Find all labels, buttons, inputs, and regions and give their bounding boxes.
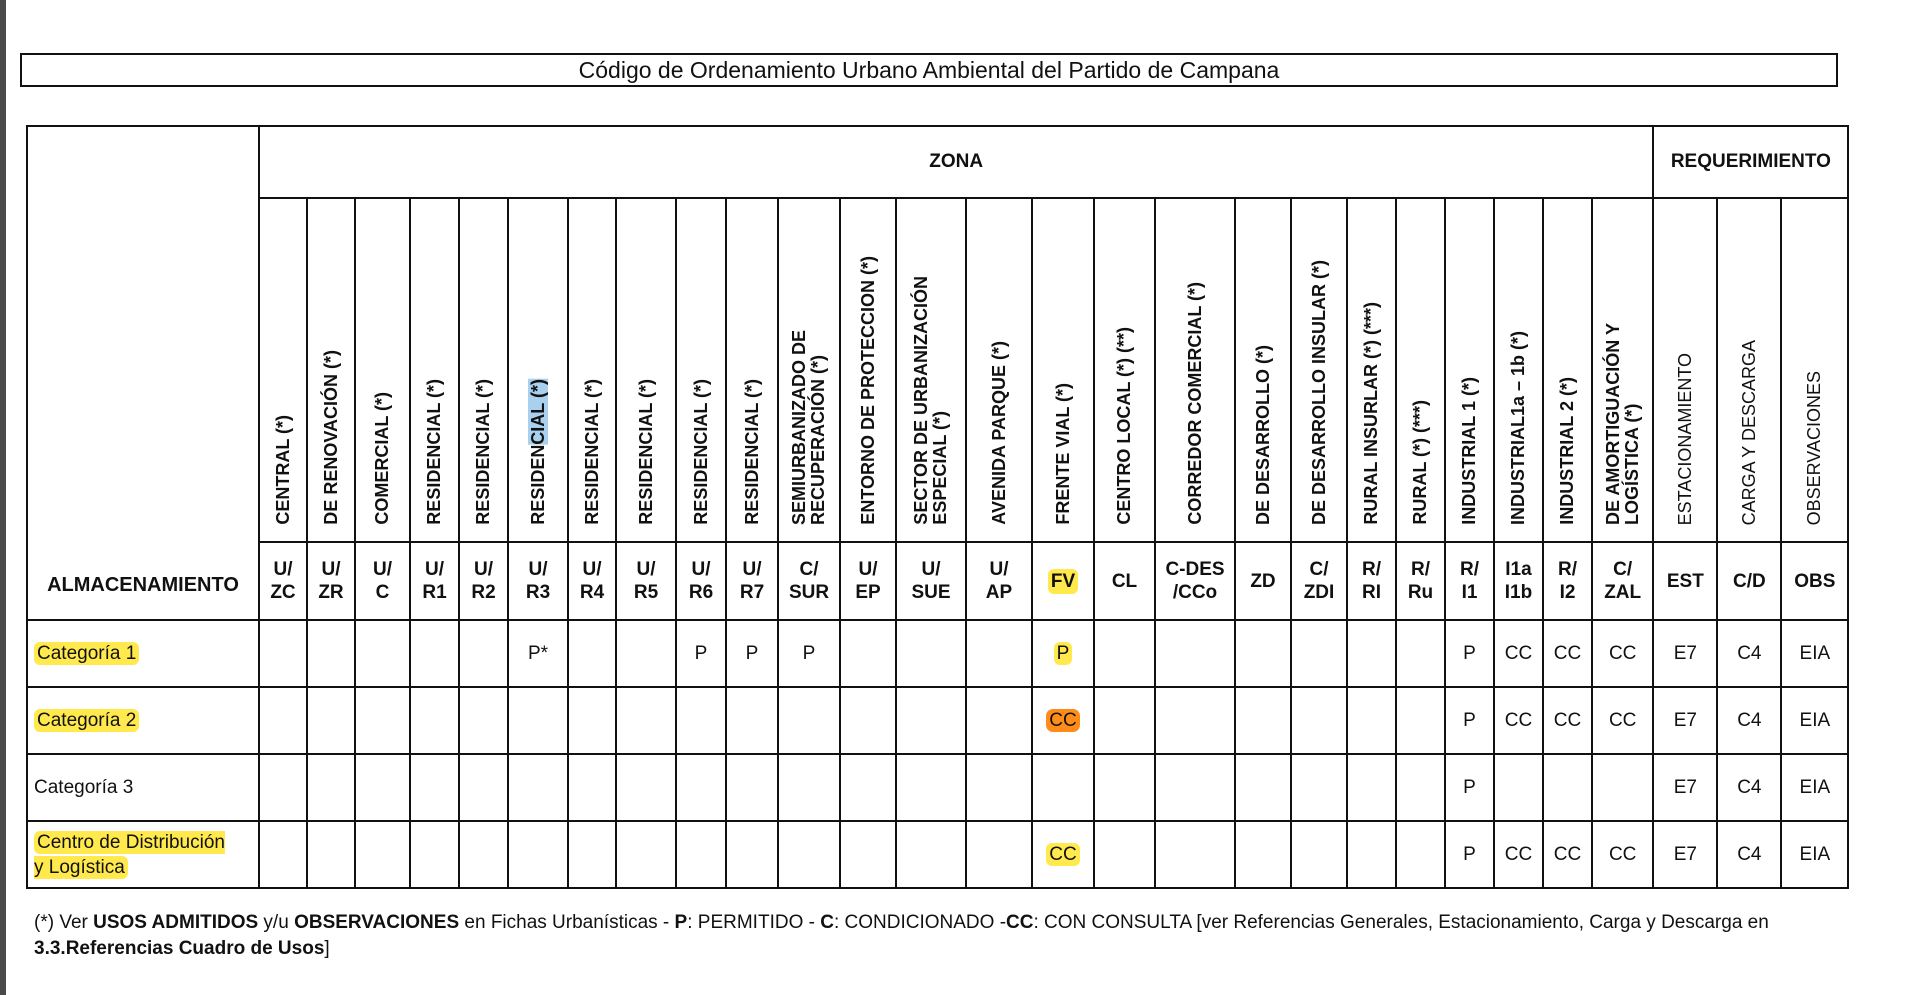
footnote-bold: P	[674, 912, 688, 933]
table-cell	[1235, 754, 1291, 821]
requirement-cell	[1653, 687, 1717, 754]
zona-header: ZONA	[259, 126, 1653, 198]
cell-value: P*	[527, 642, 549, 664]
table-cell	[1396, 754, 1445, 821]
requirement-value: C4	[1737, 776, 1762, 798]
zone-code-cell	[726, 542, 778, 620]
table-cell	[410, 754, 459, 821]
table-cell	[1291, 754, 1347, 821]
footnote-text: : PERMITIDO -	[687, 912, 821, 933]
cell-value: P	[1463, 843, 1476, 865]
zone-name-label: ENTORNO DE PROTECCION (*)	[857, 256, 878, 525]
table-cell	[966, 687, 1032, 754]
cell-value: CC	[1608, 642, 1637, 664]
cell-value: CC	[1504, 709, 1533, 731]
requirement-value: EIA	[1799, 642, 1831, 664]
zone-code-label: U/ ZC	[270, 559, 296, 603]
footnote-text: : CON CONSULTA [ver Referencias Generales, Estacionamiento, Carga y Descarga en	[1033, 912, 1769, 933]
zone-code-label: C-DES /CCo	[1165, 559, 1225, 603]
table-cell	[307, 620, 355, 687]
zone-name-label: RESIDENCIAL (*)	[635, 379, 656, 525]
table-cell	[1094, 687, 1155, 754]
requirement-cell	[1717, 620, 1781, 687]
requirement-cell	[1653, 821, 1717, 888]
zone-code-cell	[568, 542, 616, 620]
table-cell	[616, 620, 676, 687]
zone-name-label: RESIDENCIAL (*)	[690, 379, 711, 525]
requirement-value: C4	[1737, 843, 1762, 865]
zone-name-cell	[355, 198, 410, 542]
zone-code-label: C/D	[1732, 570, 1766, 592]
table-cell	[896, 687, 966, 754]
zone-codes-row	[27, 542, 1848, 620]
table-cell	[459, 620, 508, 687]
zone-name-label: CENTRAL (*)	[272, 415, 293, 525]
zone-name-cell	[676, 198, 726, 542]
footnote-bold: 3.3.Referencias Cuadro de Usos	[34, 938, 325, 959]
almacenamiento-header: ALMACENAMIENTO	[47, 574, 239, 596]
table-cell	[896, 821, 966, 888]
table-row	[27, 620, 1848, 687]
requirement-value: EIA	[1799, 843, 1831, 865]
table-cell	[676, 754, 726, 821]
table-cell	[1543, 821, 1592, 888]
table-cell	[616, 687, 676, 754]
table-cell	[1235, 687, 1291, 754]
zone-code-label: OBS	[1794, 570, 1836, 592]
requerimiento-header: REQUERIMIENTO	[1653, 126, 1848, 198]
table-cell	[1347, 754, 1396, 821]
zone-code-label: U/ ZR	[318, 559, 344, 603]
table-cell	[1494, 821, 1543, 888]
cell-value: CC	[1608, 709, 1637, 731]
zone-code-label: U/ R6	[688, 559, 714, 603]
table-cell	[616, 821, 676, 888]
table-cell	[1291, 620, 1347, 687]
table-cell	[459, 821, 508, 888]
table-cell	[1347, 821, 1396, 888]
zone-code-label: R/ I1	[1460, 559, 1479, 603]
zone-name-label: DE RENOVACIÓN (*)	[320, 350, 341, 525]
table-cell	[840, 821, 896, 888]
zone-code-label: C/ ZDI	[1303, 559, 1335, 603]
zone-name-label: RESIDENCIAL (*)	[473, 379, 493, 525]
zone-name-label: RESIDENCIAL (*)	[741, 379, 762, 525]
requirement-value: E7	[1673, 642, 1697, 664]
table-cell	[1094, 821, 1155, 888]
table-cell	[840, 754, 896, 821]
table-cell	[1155, 754, 1235, 821]
zone-name-cell	[896, 198, 966, 542]
table-cell	[1094, 620, 1155, 687]
requirement-value: E7	[1673, 843, 1697, 865]
zone-code-cell	[1347, 542, 1396, 620]
zone-name-label: CENTRO LOCAL (*) (**)	[1114, 327, 1134, 525]
cell-value: CC	[1504, 843, 1533, 865]
table-cell	[778, 754, 840, 821]
requirement-cell	[1717, 754, 1781, 821]
requirement-value: EIA	[1799, 776, 1831, 798]
zone-name-label: OBSERVACIONES	[1804, 370, 1825, 525]
table-cell	[1543, 620, 1592, 687]
footnote-text: en Fichas Urbanísticas -	[459, 912, 675, 933]
table-cell	[1543, 687, 1592, 754]
zone-code-cell	[1592, 542, 1653, 620]
zone-code-label: C/ ZAL	[1604, 559, 1642, 603]
table-cell	[568, 754, 616, 821]
zone-name-label: RESIDENCIAL (*)	[527, 379, 548, 525]
zone-code-cell	[1543, 542, 1592, 620]
table-cell	[1291, 821, 1347, 888]
table-cell	[1445, 687, 1494, 754]
zone-name-cell	[1032, 198, 1094, 542]
requirement-value: EIA	[1799, 709, 1831, 731]
cell-value: P	[1054, 642, 1073, 665]
table-cell	[355, 620, 410, 687]
zone-name-cell	[307, 198, 355, 542]
zone-code-label: U/ R5	[633, 559, 659, 603]
cell-value: P	[802, 642, 816, 664]
table-cell	[459, 687, 508, 754]
cell-value: P	[745, 642, 759, 664]
table-cell	[778, 620, 840, 687]
table-cell	[1494, 687, 1543, 754]
zone-code-label: ZD	[1250, 570, 1276, 592]
zone-name-label: AVENIDA PARQUE (*)	[988, 341, 1009, 525]
zone-name-label: INDUSTRIAL 1 (*)	[1459, 377, 1479, 525]
zone-code-cell	[1094, 542, 1155, 620]
cell-value: CC	[1046, 843, 1079, 866]
cell-value: CC	[1608, 843, 1637, 865]
zone-code-cell	[1445, 542, 1494, 620]
table-cell	[355, 687, 410, 754]
requirement-cell	[1717, 821, 1781, 888]
zone-name-cell	[1781, 198, 1848, 542]
table-cell	[1396, 687, 1445, 754]
table-cell	[1445, 754, 1494, 821]
cell-value: CC	[1553, 843, 1582, 865]
zone-name-cell	[1347, 198, 1396, 542]
table-cell	[896, 620, 966, 687]
table-cell	[1543, 754, 1592, 821]
table-cell	[1032, 687, 1094, 754]
zone-code-cell	[966, 542, 1032, 620]
zone-name-label: COMERCIAL (*)	[372, 392, 392, 525]
table-cell	[1494, 754, 1543, 821]
table-cell	[1032, 620, 1094, 687]
zone-name-label: CARGA Y DESCARGA	[1738, 339, 1759, 525]
zone-name-label: SEMIURBANIZADO DE RECUPERACIÓN (*)	[789, 329, 828, 525]
zone-name-label: ESTACIONAMIENTO	[1674, 352, 1695, 525]
table-cell	[1032, 821, 1094, 888]
category-cell	[27, 821, 259, 888]
zone-code-label: R/ I2	[1558, 559, 1577, 603]
requirement-cell	[1653, 754, 1717, 821]
cell-value: CC	[1504, 642, 1533, 664]
zone-name-cell	[1494, 198, 1543, 542]
requirement-cell	[1653, 620, 1717, 687]
zone-name-cell	[1717, 198, 1781, 542]
table-cell	[508, 821, 568, 888]
zone-code-label: CL	[1111, 570, 1138, 592]
table-cell	[1094, 754, 1155, 821]
category-label: Categoría 3	[34, 777, 134, 798]
table-cell	[726, 687, 778, 754]
zone-name-cell	[1543, 198, 1592, 542]
cell-value: CC	[1553, 642, 1582, 664]
zone-name-cell	[568, 198, 616, 542]
zone-code-label: U/ SUE	[911, 559, 951, 603]
zone-name-cell	[1396, 198, 1445, 542]
zone-code-label: U/ R2	[471, 559, 496, 603]
zone-code-cell	[1032, 542, 1094, 620]
zone-code-cell	[1396, 542, 1445, 620]
category-label: Centro de Distribución y Logística	[34, 831, 225, 878]
zone-code-cell	[355, 542, 410, 620]
zone-code-cell	[1291, 542, 1347, 620]
table-cell	[726, 754, 778, 821]
zone-name-label: DE DESARROLLO (*)	[1252, 345, 1273, 525]
zone-name-cell	[840, 198, 896, 542]
table-cell	[1235, 620, 1291, 687]
zone-code-cell	[410, 542, 459, 620]
table-row	[27, 687, 1848, 754]
zone-name-cell	[1291, 198, 1347, 542]
table-row	[27, 754, 1848, 821]
table-cell	[966, 620, 1032, 687]
table-cell	[1445, 821, 1494, 888]
footnote-bold: CC	[1006, 912, 1034, 933]
zone-code-label: EST	[1666, 570, 1704, 592]
table-cell	[778, 687, 840, 754]
requirement-cell	[1781, 620, 1848, 687]
cell-value: CC	[1553, 709, 1582, 731]
table-cell	[778, 821, 840, 888]
footnote	[34, 910, 1854, 962]
cell-value: P	[1463, 776, 1476, 798]
footnote-bold: OBSERVACIONES	[294, 912, 460, 933]
cell-value: P	[1463, 642, 1476, 664]
table-cell	[676, 687, 726, 754]
zone-code-cell	[259, 542, 307, 620]
row-header-cell	[27, 126, 259, 620]
cell-value: P	[694, 642, 708, 664]
table-cell	[1291, 687, 1347, 754]
requirement-cell	[1781, 754, 1848, 821]
table-cell	[259, 620, 307, 687]
zone-name-cell	[1592, 198, 1653, 542]
table-cell	[410, 620, 459, 687]
table-cell	[966, 754, 1032, 821]
zone-code-label: U/ C	[373, 559, 392, 603]
zone-name-cell	[1235, 198, 1291, 542]
zone-name-label: RURAL INSURLAR (*) (***)	[1361, 302, 1381, 525]
zone-code-label: C/ SUR	[788, 559, 830, 603]
table-cell	[259, 754, 307, 821]
category-cell	[27, 620, 259, 687]
zone-code-label: U/ R7	[739, 559, 765, 603]
table-cell	[1155, 821, 1235, 888]
zone-name-label: FRENTE VIAL (*)	[1052, 383, 1073, 525]
table-cell	[568, 620, 616, 687]
land-use-table	[26, 125, 1849, 889]
table-cell	[896, 754, 966, 821]
table-cell	[459, 754, 508, 821]
table-cell	[840, 687, 896, 754]
footnote-text: y/u	[258, 912, 295, 933]
table-cell	[1592, 821, 1653, 888]
zone-name-cell	[778, 198, 840, 542]
table-cell	[676, 821, 726, 888]
zone-name-label: DE DESARROLLO INSULAR (*)	[1308, 260, 1329, 525]
zone-name-cell	[726, 198, 778, 542]
zone-name-cell	[616, 198, 676, 542]
zone-code-cell	[459, 542, 508, 620]
zone-name-cell	[508, 198, 568, 542]
zone-name-label: RESIDENCIAL (*)	[581, 379, 602, 525]
table-cell	[676, 620, 726, 687]
zone-code-cell	[508, 542, 568, 620]
zone-code-label: U/ EP	[855, 559, 881, 603]
table-cell	[840, 620, 896, 687]
table-cell	[508, 754, 568, 821]
requirement-value: C4	[1737, 709, 1762, 731]
table-cell	[568, 821, 616, 888]
footnote-bold: C	[820, 912, 834, 933]
document-header	[20, 53, 1838, 87]
zone-code-cell	[1717, 542, 1781, 620]
zone-code-cell	[1781, 542, 1848, 620]
table-cell	[1592, 754, 1653, 821]
zone-code-cell	[1494, 542, 1543, 620]
table-cell	[508, 687, 568, 754]
table-cell	[355, 821, 410, 888]
zona-header-row	[27, 126, 1848, 198]
zone-code-label: U/ R1	[422, 559, 447, 603]
zone-code-cell	[307, 542, 355, 620]
zone-code-cell	[896, 542, 966, 620]
table-cell	[410, 687, 459, 754]
table-cell	[1592, 620, 1653, 687]
zone-name-cell	[1445, 198, 1494, 542]
zone-code-label: FV	[1048, 569, 1078, 594]
zone-name-cell	[966, 198, 1032, 542]
cell-value: P	[1463, 709, 1476, 731]
table-cell	[1235, 821, 1291, 888]
footnote-bold: USOS ADMITIDOS	[93, 912, 259, 933]
table-cell	[307, 821, 355, 888]
document-title: Código de Ordenamiento Urbano Ambiental del Partido de Campana	[578, 56, 1280, 83]
zone-code-cell	[1235, 542, 1291, 620]
cell-value: CC	[1046, 709, 1079, 732]
table-cell	[1396, 821, 1445, 888]
category-cell	[27, 754, 259, 821]
zone-name-cell	[1094, 198, 1155, 542]
table-cell	[508, 620, 568, 687]
table-row	[27, 821, 1848, 888]
table-cell	[1445, 620, 1494, 687]
table-cell	[726, 821, 778, 888]
zone-code-cell	[616, 542, 676, 620]
zone-names-row	[27, 198, 1848, 542]
table-cell	[410, 821, 459, 888]
zone-code-label: U/ R3	[525, 559, 551, 603]
requirement-cell	[1781, 687, 1848, 754]
table-cell	[1155, 687, 1235, 754]
table-cell	[307, 754, 355, 821]
zone-name-label: SECTOR DE URBANIZACIÓN ESPECIAL (*)	[911, 276, 950, 525]
zone-name-label: CORREDOR COMERCIAL (*)	[1184, 282, 1205, 525]
footnote-text: ]	[324, 938, 330, 959]
category-label: Categoría 1	[34, 642, 139, 665]
footnote-text: (*) Ver	[34, 912, 94, 933]
table-cell	[307, 687, 355, 754]
zone-code-label: I1a I1b	[1504, 559, 1533, 603]
table-cell	[1494, 620, 1543, 687]
footnote-text: : CONDICIONADO -	[833, 912, 1007, 933]
zone-name-label: DE AMORTIGUACIÓN Y LOGÍSTICA (*)	[1602, 322, 1642, 525]
zone-code-cell	[1653, 542, 1717, 620]
table-cell	[259, 821, 307, 888]
zone-name-cell	[1653, 198, 1717, 542]
table-cell	[1347, 687, 1396, 754]
category-label: Categoría 2	[34, 709, 139, 732]
table-cell	[1396, 620, 1445, 687]
table-cell	[1155, 620, 1235, 687]
zone-name-cell	[1155, 198, 1235, 542]
zone-code-cell	[676, 542, 726, 620]
table-cell	[1347, 620, 1396, 687]
category-cell	[27, 687, 259, 754]
requirement-value: E7	[1673, 776, 1697, 798]
zone-code-label: R/ RI	[1362, 559, 1381, 603]
zone-code-label: U/ AP	[985, 559, 1013, 603]
zone-code-cell	[778, 542, 840, 620]
table-cell	[568, 687, 616, 754]
zone-code-cell	[840, 542, 896, 620]
requirement-cell	[1781, 821, 1848, 888]
table-cell	[726, 620, 778, 687]
requirement-value: C4	[1737, 642, 1762, 664]
zone-name-label: RURAL (*) (***)	[1410, 400, 1430, 525]
zone-name-cell	[459, 198, 508, 542]
table-cell	[259, 687, 307, 754]
zone-name-label: INDUSTRIAL 2 (*)	[1557, 377, 1577, 525]
table-cell	[1592, 687, 1653, 754]
table-cell	[1032, 754, 1094, 821]
zone-code-label: U/ R4	[579, 559, 605, 603]
zone-name-cell	[259, 198, 307, 542]
zone-code-cell	[1155, 542, 1235, 620]
requirement-cell	[1717, 687, 1781, 754]
requirement-value: E7	[1673, 709, 1697, 731]
zone-code-label: R/ Ru	[1407, 559, 1434, 603]
window-left-edge	[0, 0, 6, 995]
zone-name-label: RESIDENCIAL (*)	[424, 379, 444, 525]
table-cell	[616, 754, 676, 821]
table-cell	[966, 821, 1032, 888]
zone-name-label: INDUSTRIAL1a – 1b (*)	[1508, 330, 1528, 525]
zone-name-cell	[410, 198, 459, 542]
table-cell	[355, 754, 410, 821]
